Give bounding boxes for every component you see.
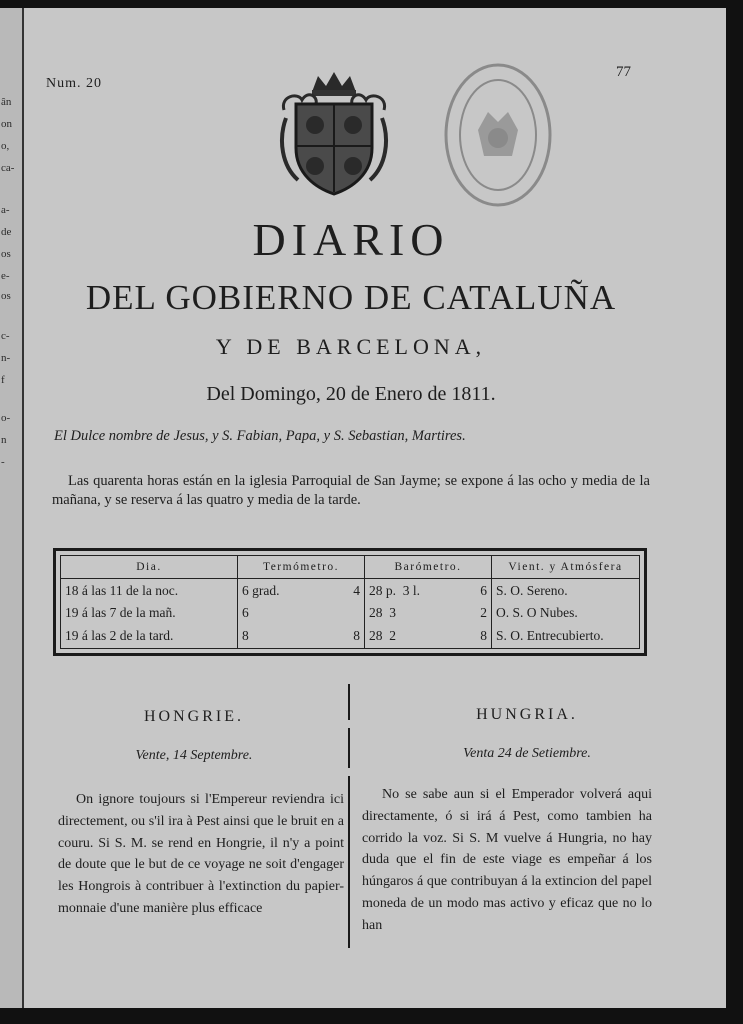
facing-page-fragment: de	[1, 226, 12, 238]
weather-table	[53, 548, 647, 656]
weather-table-header-row	[61, 556, 640, 579]
bar-lineas: 3	[402, 582, 410, 598]
cell-dia: 19 á las 2 de la tard.	[61, 625, 238, 649]
facing-page-edge	[0, 8, 24, 1008]
facing-page-fragment: ân	[1, 96, 12, 108]
facing-page-fragment: ca-	[1, 162, 15, 174]
term-fraction: 4	[353, 582, 360, 598]
issue-number: Num. 20	[46, 76, 102, 91]
header-barometro: Barómetro.	[365, 556, 492, 579]
facing-page-fragment: -	[1, 456, 5, 468]
library-stamp-icon	[442, 60, 554, 210]
masthead-title: DIARIO	[252, 214, 450, 265]
column-divider	[348, 776, 350, 948]
facing-page-fragment: os	[1, 290, 11, 302]
bar-pulgadas: 28	[369, 628, 383, 644]
cell-barometro	[365, 579, 492, 603]
term-fraction: 8	[353, 628, 360, 644]
facing-page-fragment: n	[1, 434, 7, 446]
bar-lineas: 2	[389, 628, 396, 644]
issue-date: Del Domingo, 20 de Enero de 1811.	[206, 383, 496, 405]
facing-page-fragment: os	[1, 248, 11, 260]
facing-page-fragment: c-	[1, 330, 10, 342]
table-row	[61, 579, 640, 603]
french-column-dateline: Vente, 14 Septembre.	[135, 748, 253, 763]
term-value: 6	[242, 605, 249, 621]
facing-page-fragment: e-	[1, 270, 10, 282]
cell-viento: S. O. Entrecubierto.	[496, 628, 604, 644]
column-divider	[348, 684, 350, 720]
term-unit: grad.	[252, 582, 280, 598]
page-number: 77	[616, 64, 631, 80]
bar-lineas-label: l.	[412, 582, 421, 598]
term-value: 6	[242, 582, 249, 598]
facing-page-fragment: n-	[1, 352, 11, 364]
newspaper-page	[24, 8, 726, 1008]
bar-fraction: 8	[480, 628, 487, 644]
spanish-column-title: HUNGRIA.	[476, 706, 578, 723]
table-row	[61, 602, 640, 625]
column-divider	[348, 728, 350, 768]
cell-termometro	[238, 602, 365, 625]
facing-page-fragment: o,	[1, 140, 10, 152]
french-column-body: On ignore toujours si l'Empereur reviendra ici directement, ou s'il ira à Pest ainsi que le bruit en a couru. Si S. M. se rend en Hongrie, il n'y a point de doute que le but de ce voyage ne soit d'engager les Hongrois à contribuer à l'extinction du papier-monnaie d'une manière plus efficace	[58, 792, 344, 916]
facing-page-fragment: o-	[1, 412, 11, 424]
cell-viento: O. S. O Nubes.	[496, 605, 578, 621]
header-termometro: Termómetro.	[238, 556, 365, 579]
forty-hours-notice: Las quarenta horas están en la iglesia Parroquial de San Jayme; se expone á las ocho y media de la mañana, y se reserva á las quatro y media de la tarde.	[52, 473, 650, 508]
facing-page-fragment: on	[1, 118, 12, 130]
masthead-subtitle-2: Y DE BARCELONA,	[215, 334, 487, 359]
table-row	[61, 625, 640, 649]
bar-pulgadas: 28 p.	[369, 582, 396, 598]
royal-coat-of-arms-icon	[272, 70, 396, 198]
spanish-column-body: No se sabe aun si el Emperador volverá aqui directamente, ó si irá á Pest, como tambien ha corrido la voz. Si S. M vuelve á Hungria, no hay duda que el fin de este viage es empeñar á los húngaros á que contribuyan á la extincion del papel moneda de un modo mas activo y eficaz que no lo han	[362, 787, 652, 933]
facing-page-fragment: f	[1, 374, 5, 386]
spanish-column-dateline: Venta 24 de Setiembre.	[463, 746, 591, 761]
cell-barometro	[365, 602, 492, 625]
cell-dia: 19 á las 7 de la mañ.	[61, 602, 238, 625]
saints-of-the-day: El Dulce nombre de Jesus, y S. Fabian, Papa, y S. Sebastian, Martires.	[54, 428, 466, 444]
cell-viento: S. O. Sereno.	[496, 582, 568, 598]
cell-termometro	[238, 625, 365, 649]
cell-termometro	[238, 579, 365, 603]
masthead-subtitle: DEL GOBIERNO DE CATALUÑA	[85, 278, 617, 317]
term-value: 8	[242, 628, 249, 644]
bar-fraction: 6	[480, 582, 487, 598]
cell-dia: 18 á las 11 de la noc.	[61, 579, 238, 603]
cell-barometro	[365, 625, 492, 649]
header-dia: Dia.	[61, 556, 238, 579]
header-viento: Vient. y Atmósfera	[492, 556, 640, 579]
french-column-title: HONGRIE.	[144, 708, 244, 725]
bar-fraction: 2	[480, 605, 487, 621]
facing-page-fragment: a-	[1, 204, 10, 216]
bar-lineas: 3	[389, 605, 396, 621]
bar-pulgadas: 28	[369, 605, 383, 621]
